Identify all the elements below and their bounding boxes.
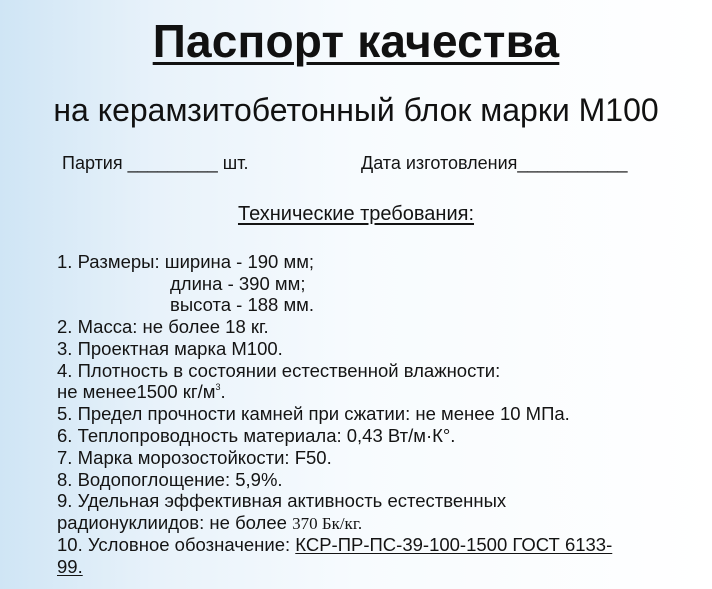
radionuclide-label: радионуклиидов: не более bbox=[57, 512, 293, 533]
batch-field bbox=[62, 153, 248, 174]
radionuclide-value: 370 Бк/кг. bbox=[292, 514, 363, 533]
batch-label: Партия bbox=[62, 153, 123, 173]
requirement-4: 4. Плотность в состоянии естественной влажности: bbox=[57, 360, 501, 381]
density-exponent: 3 bbox=[215, 382, 221, 392]
batch-unit: шт. bbox=[222, 153, 249, 173]
requirement-6: 6. Теплопроводность материала: 0,43 Вт/м·К°. bbox=[57, 425, 456, 446]
requirement-7: 7. Марка морозостойкости: F50. bbox=[57, 447, 332, 468]
batch-blank: _________ bbox=[127, 153, 218, 173]
document-title: Паспорт качества bbox=[152, 15, 560, 67]
requirement-10-end bbox=[57, 556, 83, 578]
requirement-9: 9. Удельная эффективная активность естественных bbox=[57, 490, 507, 511]
designation-code-end: 99. bbox=[57, 556, 83, 577]
requirement-8: 8. Водопоглощение: 5,9%. bbox=[57, 469, 283, 490]
density-value: не менее1500 кг/м bbox=[57, 381, 216, 402]
designation-code: КСР-ПР-ПС-39-100-1500 ГОСТ 6133- bbox=[295, 534, 613, 555]
density-end: . bbox=[220, 381, 226, 402]
document-subtitle: на керамзитобетонный блок марки М100 bbox=[53, 92, 659, 128]
requirement-4-value bbox=[57, 381, 226, 403]
requirement-9-value bbox=[57, 512, 362, 535]
requirement-5: 5. Предел прочности камней при сжатии: не менее 10 МПа. bbox=[57, 403, 570, 424]
requirement-1-length: длина - 390 мм; bbox=[170, 273, 306, 294]
requirement-10 bbox=[57, 534, 612, 556]
requirement-2: 2. Масса: не более 18 кг. bbox=[57, 316, 269, 337]
designation-label: 10. Условное обозначение: bbox=[57, 534, 296, 555]
requirement-3: 3. Проектная марка М100. bbox=[57, 338, 283, 359]
date-label: Дата изготовления bbox=[361, 153, 518, 173]
section-title: Технические требования: bbox=[237, 203, 475, 225]
date-field bbox=[361, 153, 628, 174]
requirement-1: 1. Размеры: ширина - 190 мм; bbox=[57, 251, 315, 272]
requirement-1-height: высота - 188 мм. bbox=[170, 294, 315, 315]
date-blank: ___________ bbox=[517, 153, 628, 173]
